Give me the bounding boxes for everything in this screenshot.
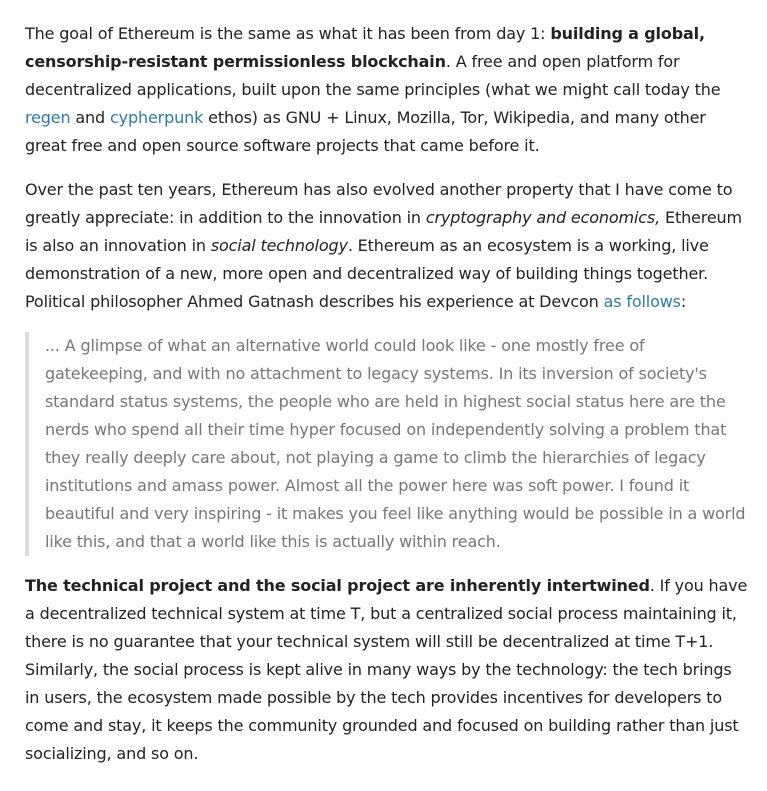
- paragraph-text: . Ethereum as an ecosystem is a working, live demonstration of a new, more open and decentralized way of building things together. Political philosopher Ahmed Gatnash describes his experience at Devcon: [25, 236, 709, 311]
- bold-phrase: building a global, censorship-resistant permissionless blockchain: [25, 24, 705, 71]
- link-regen[interactable]: regen: [25, 108, 71, 127]
- italic-phrase: social technology: [210, 236, 348, 255]
- italic-phrase: cryptography and economics,: [425, 208, 661, 227]
- paragraph-text: Ethereum is also an innovation in: [25, 208, 742, 255]
- paragraph-text: :: [680, 292, 687, 311]
- link-cypherpunk[interactable]: cypherpunk: [110, 108, 204, 127]
- paragraph-text: and: [70, 108, 110, 127]
- paragraph-text: The goal of Ethereum is the same as what it has been from day 1:: [25, 24, 551, 43]
- paragraph-text: . A free and open platform for decentralized applications, built upon the same principles (what we might call today the: [25, 52, 721, 99]
- paragraph-text: ethos) as GNU + Linux, Mozilla, Tor, Wikipedia, and many other great free and open source software projects that came before it.: [25, 108, 706, 155]
- article-body: [25, 20, 750, 768]
- bold-phrase: The technical project and the social project are inherently intertwined: [25, 576, 650, 595]
- paragraph-goal: [25, 20, 750, 160]
- paragraph-text: Over the past ten years, Ethereum has also evolved another property that I have come to greatly appreciate: in addition to the innovation in: [25, 180, 733, 227]
- quote-text: ... A glimpse of what an alternative world could look like - one mostly free of gatekeeping, and with no attachment to legacy systems. In its inversion of society's standard status systems, the people who are held in highest social status here are the nerds who spend all their time hyper focused on independently solving a problem that they really deeply care about, not playing a game to climb the hierarchies of legacy institutions and amass power. Almost all the power here was soft power. I found it beautiful and very inspiring - it makes you feel like anything would be possible in a world like this, and that a world like this is actually within reach.: [45, 336, 746, 551]
- paragraph-social-technology: [25, 176, 750, 316]
- paragraph-text: . If you have a decentralized technical system at time T, but a centralized social process maintaining it, there is no guarantee that your technical system will still be decentralized at time T+1. Similarly, the social process is kept alive in many ways by the technology: the tech brings in users, the ecosystem made possible by the tech provides incentives for developers to come and stay, it keeps the community grounded and focused on building rather than just socializing, and so on.: [25, 576, 748, 763]
- paragraph-intertwined: [25, 572, 750, 768]
- blockquote: [25, 332, 750, 556]
- link-as-follows[interactable]: as follows: [603, 292, 681, 311]
